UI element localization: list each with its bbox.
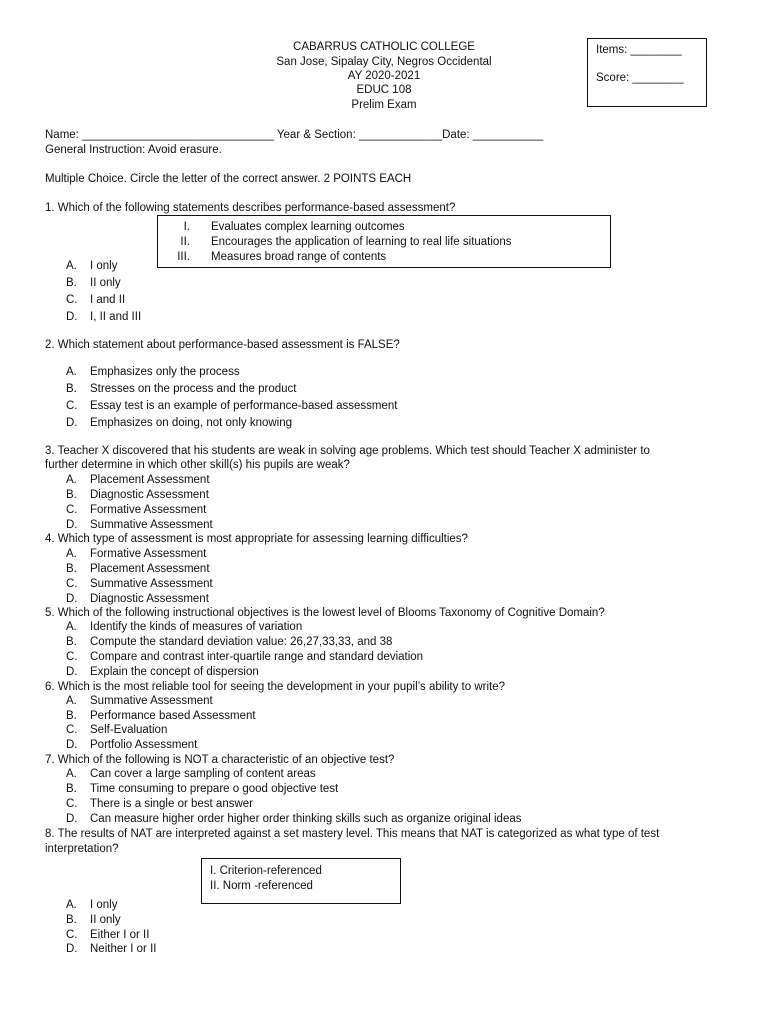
option-letter[interactable]: B. (66, 914, 77, 926)
option-text: II only (90, 277, 121, 289)
option-text: Explain the concept of dispersion (90, 666, 259, 678)
option-text: Stresses on the process and the product (90, 383, 297, 395)
school-address: San Jose, Sipalay City, Negros Occidental (276, 56, 492, 68)
q1-roman-text: Evaluates complex learning outcomes (211, 221, 405, 233)
option-letter[interactable]: C. (66, 294, 78, 306)
option-text: Diagnostic Assessment (90, 593, 209, 605)
course-code: EDUC 108 (356, 84, 412, 96)
q8-stem-cont: interpretation? (45, 843, 119, 855)
option-letter[interactable]: B. (66, 636, 77, 648)
school-name: CABARRUS CATHOLIC COLLEGE (293, 41, 475, 53)
q8-stem: 8. The results of NAT are interpreted against a set mastery level. This means that NAT is categorized as what type of test (45, 828, 660, 840)
q6-stem: 6. Which is the most reliable tool for seeing the development in your pupil’s ability to write? (45, 681, 506, 693)
option-letter[interactable]: C. (66, 651, 78, 663)
option-text: Compare and contrast inter-quartile range and standard deviation (90, 651, 424, 663)
option-letter[interactable]: B. (66, 783, 77, 795)
q1-roman-box (157, 215, 611, 268)
option-text: Placement Assessment (90, 563, 210, 575)
option-text: Compute the standard deviation value: 26,27,33,33, and 38 (90, 636, 393, 648)
option-text: I only (90, 260, 118, 272)
option-letter[interactable]: D. (66, 519, 78, 531)
q1-roman-num: II. (180, 236, 190, 248)
option-text: Summative Assessment (90, 578, 213, 590)
option-text: Formative Assessment (90, 548, 207, 560)
q3-stem-cont: further determine in which other skill(s) his pupils are weak? (45, 459, 350, 471)
q1-stem: 1. Which of the following statements describes performance-based assessment? (45, 202, 456, 214)
option-text: I only (90, 899, 118, 911)
option-text: Summative Assessment (90, 519, 213, 531)
academic-year: AY 2020-2021 (347, 70, 421, 82)
option-letter[interactable]: D. (66, 666, 78, 678)
q8-box-line: I. Criterion-referenced (210, 865, 322, 877)
option-letter[interactable]: D. (66, 943, 78, 955)
option-letter[interactable]: C. (66, 929, 78, 941)
option-text: Self-Evaluation (90, 724, 168, 736)
mc-instruction: Multiple Choice. Circle the letter of the correct answer. 2 POINTS EACH (45, 173, 412, 185)
option-letter[interactable]: D. (66, 311, 78, 323)
option-text: Either I or II (90, 929, 150, 941)
option-text: Diagnostic Assessment (90, 489, 209, 501)
option-letter[interactable]: B. (66, 710, 77, 722)
option-letter[interactable]: A. (66, 695, 77, 707)
option-letter[interactable]: C. (66, 798, 78, 810)
option-letter[interactable]: D. (66, 813, 78, 825)
q4-stem: 4. Which type of assessment is most appropriate for assessing learning difficulties? (45, 533, 468, 545)
option-text: Performance based Assessment (90, 710, 256, 722)
option-text: Summative Assessment (90, 695, 213, 707)
q8-choice-box (201, 858, 401, 904)
q1-roman-num: I. (183, 221, 190, 233)
name-line: Name: ______________________________ Year & Section: _____________Date: ___________ (45, 129, 544, 141)
option-letter[interactable]: B. (66, 277, 77, 289)
option-letter[interactable]: B. (66, 383, 77, 395)
q8-box-line: II. Norm -referenced (210, 880, 313, 892)
option-text: Emphasizes on doing, not only knowing (90, 417, 293, 429)
option-letter[interactable]: A. (66, 768, 77, 780)
option-text: Can measure higher order higher order thinking skills such as organize original ideas (90, 813, 522, 825)
option-letter[interactable]: D. (66, 593, 78, 605)
option-letter[interactable]: A. (66, 366, 77, 378)
option-letter[interactable]: C. (66, 504, 78, 516)
score-box (587, 38, 707, 107)
q7-stem: 7. Which of the following is NOT a characteristic of an objective test? (45, 754, 395, 766)
items-field: Items: ________ (596, 44, 682, 56)
option-text: Identify the kinds of measures of variation (90, 621, 303, 633)
option-letter[interactable]: A. (66, 621, 77, 633)
option-letter[interactable]: D. (66, 417, 78, 429)
option-text: There is a single or best answer (90, 798, 253, 810)
option-letter[interactable]: C. (66, 578, 78, 590)
option-letter[interactable]: A. (66, 474, 77, 486)
q5-stem: 5. Which of the following instructional objectives is the lowest level of Blooms Taxonomy of Cognitive Domain? (45, 607, 605, 619)
option-letter[interactable]: C. (66, 724, 78, 736)
option-letter[interactable]: B. (66, 563, 77, 575)
option-text: II only (90, 914, 121, 926)
q2-stem: 2. Which statement about performance-based assessment is FALSE? (45, 339, 400, 351)
exam-title: Prelim Exam (351, 99, 417, 111)
option-text: Emphasizes only the process (90, 366, 240, 378)
option-text: Placement Assessment (90, 474, 210, 486)
option-text: Portfolio Assessment (90, 739, 198, 751)
option-letter[interactable]: A. (66, 260, 77, 272)
option-letter[interactable]: A. (66, 899, 77, 911)
option-letter[interactable]: A. (66, 548, 77, 560)
q3-stem: 3. Teacher X discovered that his students are weak in solving age problems. Which test should Teacher X administer to (45, 445, 650, 457)
q1-roman-text: Encourages the application of learning to real life situations (211, 236, 512, 248)
option-text: Formative Assessment (90, 504, 207, 516)
q1-roman-text: Measures broad range of contents (211, 251, 387, 263)
option-text: Time consuming to prepare o good objective test (90, 783, 339, 795)
option-text: Neither I or II (90, 943, 157, 955)
option-letter[interactable]: D. (66, 739, 78, 751)
q1-roman-num: III. (177, 251, 190, 263)
general-instruction: General Instruction: Avoid erasure. (45, 144, 222, 156)
score-field: Score: ________ (596, 72, 684, 84)
option-text: Can cover a large sampling of content areas (90, 768, 316, 780)
option-text: Essay test is an example of performance-based assessment (90, 400, 398, 412)
option-text: I, II and III (90, 311, 142, 323)
option-letter[interactable]: B. (66, 489, 77, 501)
option-letter[interactable]: C. (66, 400, 78, 412)
option-text: I and II (90, 294, 126, 306)
